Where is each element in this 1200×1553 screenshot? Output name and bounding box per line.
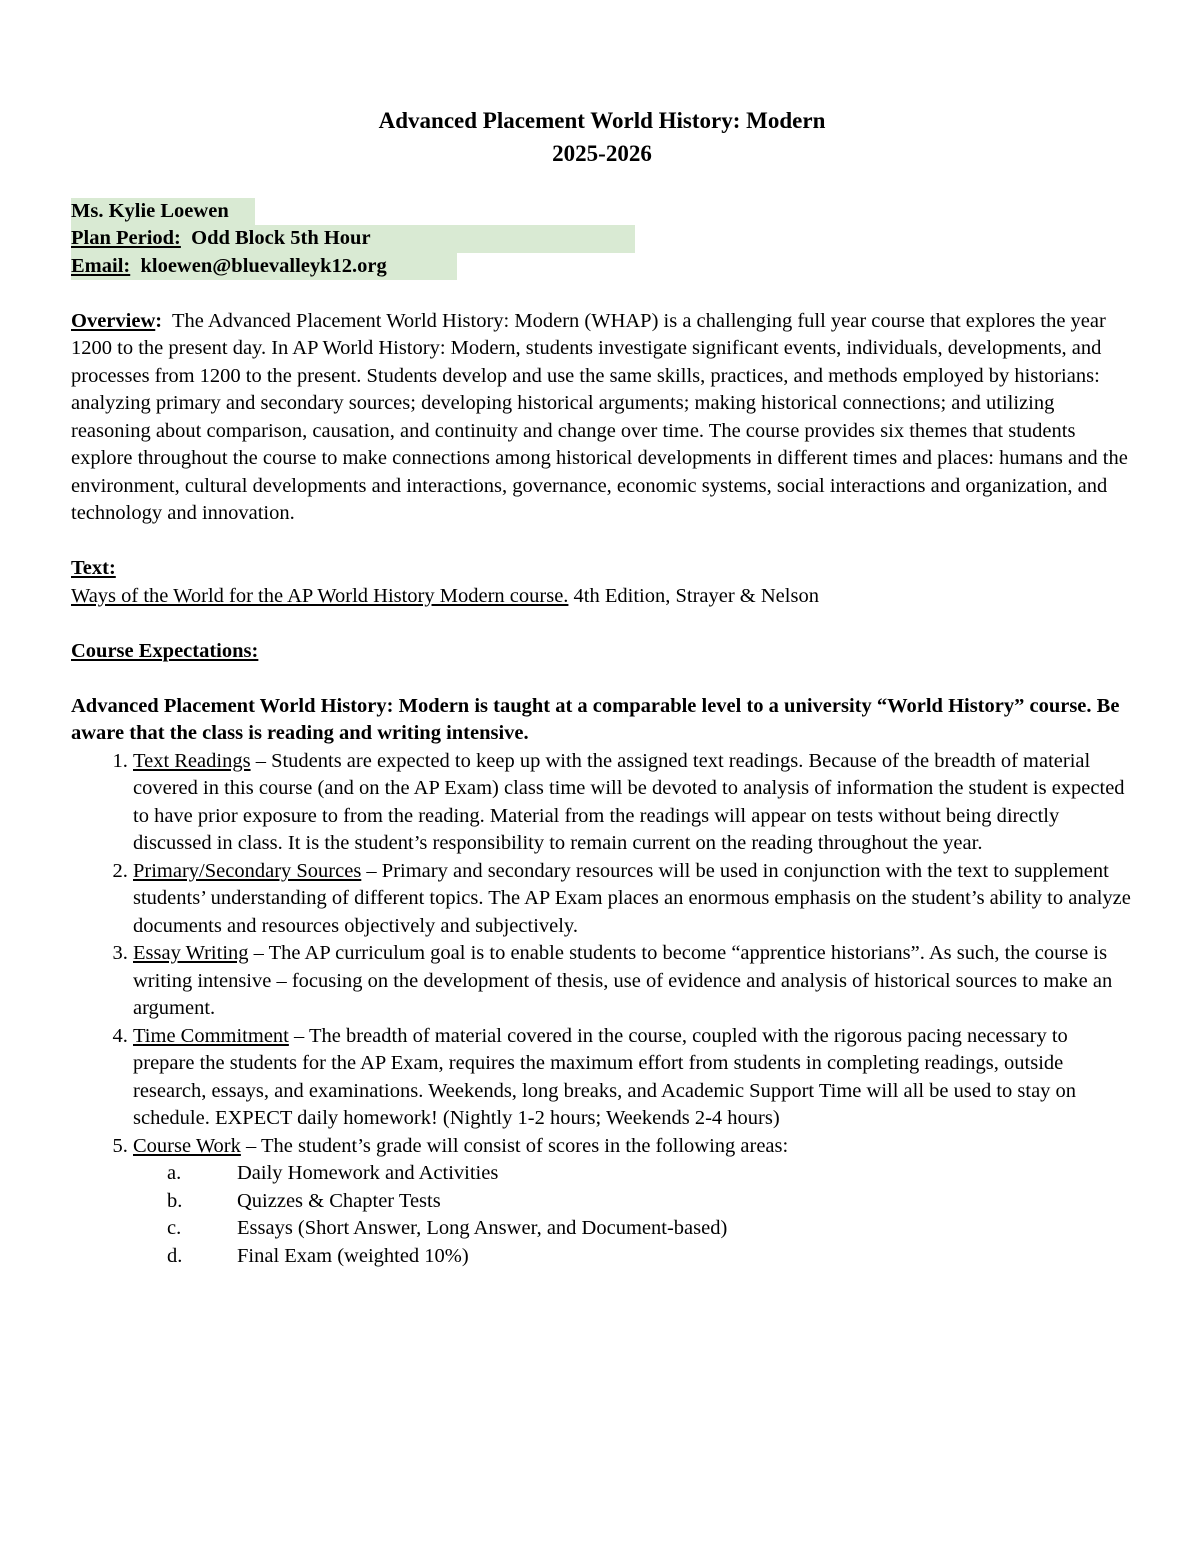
list-item-text: – The AP curriculum goal is to enable students to become “apprentice historians”. As such, the course is writing intensive – focusing on the development of thesis, use of evidence and analysis of historical sources to make an argument.: [133, 942, 1113, 1019]
teacher-name: Ms. Kylie Loewen: [71, 198, 255, 226]
textbook-edition: 4th Edition, Strayer & Nelson: [573, 584, 819, 607]
spacer: [71, 280, 1133, 308]
overview-label: Overview: [71, 309, 156, 332]
list-item-label: Text Readings: [133, 749, 251, 772]
list-item-label: Essay Writing: [133, 942, 249, 964]
email-line: [71, 253, 457, 281]
sublist-text: Final Exam (weighted 10%): [237, 1244, 469, 1267]
email-value[interactable]: kloewen@bluevalleyk12.org: [140, 254, 387, 277]
expectations-heading: Course Expectations:: [71, 639, 259, 662]
textbook-line: [71, 583, 1133, 611]
sublist-letter: c.: [167, 1217, 182, 1239]
textbook-title: Ways of the World for the AP World History Modern course.: [71, 584, 569, 607]
plan-period-label: Plan Period:: [71, 227, 181, 249]
expectations-intro: Advanced Placement World History: Modern is taught at a comparable level to a university “World History” course. Be aware that the class is reading and writing intensive.: [71, 694, 1120, 744]
spacer: [71, 170, 1133, 198]
overview-colon: :: [155, 309, 163, 332]
list-item-label: Time Commitment: [133, 1024, 289, 1047]
list-item-text: – The breadth of material covered in the course, coupled with the rigorous pacing necessary to prepare the students for the AP Exam, requires the maximum effort from students in completing readings, outside research, essays, and examinations. Weekends, long breaks, and Academic Support Time will all be used to stay on schedule. EXPECT daily homework! (Nightly 1-2 hours; Weekends 2-4 hours): [133, 1024, 1077, 1129]
list-item: [133, 1023, 1133, 1133]
sublist-letter: b.: [167, 1189, 183, 1212]
list-item-label: Course Work: [133, 1134, 241, 1157]
list-item-text: – Students are expected to keep up with the assigned text readings. Because of the breadth of material covered in this course (and on the AP Exam) class time will be devoted to analysis of information the student is expected to have prior exposure to from the reading. Material from the readings will appear on tests without being directly discussed in class. It is the student’s responsibility to remain current on the reading throughout the year.: [133, 749, 1125, 854]
plan-period-line: [71, 225, 635, 253]
sublist-letter: a.: [167, 1162, 182, 1184]
sublist-text: Quizzes & Chapter Tests: [237, 1189, 441, 1212]
list-item: [133, 1133, 1133, 1161]
sublist-item: [71, 1188, 1133, 1216]
email-label: Email:: [71, 254, 131, 277]
spacer: [71, 528, 1133, 556]
list-item: [133, 858, 1133, 941]
contact-block: [71, 198, 1133, 281]
document-title: Advanced Placement World History: Modern: [378, 108, 826, 133]
school-year: 2025-2026: [552, 141, 652, 166]
sublist-item: [71, 1243, 1133, 1271]
list-item-text: – The student’s grade will consist of scores in the following areas:: [240, 1134, 789, 1157]
text-heading: Text:: [71, 557, 116, 579]
list-item-text: – Primary and secondary resources will be used in conjunction with the text to supplement students’ understanding of different topics. The AP Exam places an enormous emphasis on the student’s ability to analyze documents and resources objectively and subjectively.: [133, 859, 1131, 937]
overview-text: The Advanced Placement World History: Modern (WHAP) is a challenging full year course that explores the year 1200 to the present day. In AP World History: Modern, students investigate significant events, individuals, developments, and processes from 1200 to the present. Students develop and use the same skills, practices, and methods employed by historians: analyzing primary and secondary sources; developing historical arguments; making historical connections; and utilizing reasoning about comparison, causation, and continuity and change over time. The course provides six themes that students explore throughout the course to make connections among historical developments in different times and places: humans and the environment, cultural developments and interactions, governance, economic systems, social interactions and organization, and technology and innovation.: [71, 309, 1128, 524]
list-item: [133, 940, 1133, 1023]
sublist-text: Daily Homework and Activities: [237, 1162, 499, 1184]
overview-paragraph: [71, 308, 1133, 528]
sublist-item: [71, 1160, 1133, 1188]
sublist-letter: d.: [167, 1244, 183, 1267]
spacer: [71, 665, 1133, 693]
coursework-sublist: [71, 1160, 1133, 1270]
list-item-label: Primary/Secondary Sources: [133, 859, 362, 882]
sublist-text: Essays (Short Answer, Long Answer, and Document-based): [237, 1217, 728, 1239]
expectations-list: [71, 748, 1133, 1161]
sublist-item: [71, 1215, 1133, 1243]
plan-period-value: Odd Block 5th Hour: [191, 227, 371, 249]
list-item: [133, 748, 1133, 858]
document-page: [71, 104, 1133, 1270]
spacer: [71, 610, 1133, 638]
